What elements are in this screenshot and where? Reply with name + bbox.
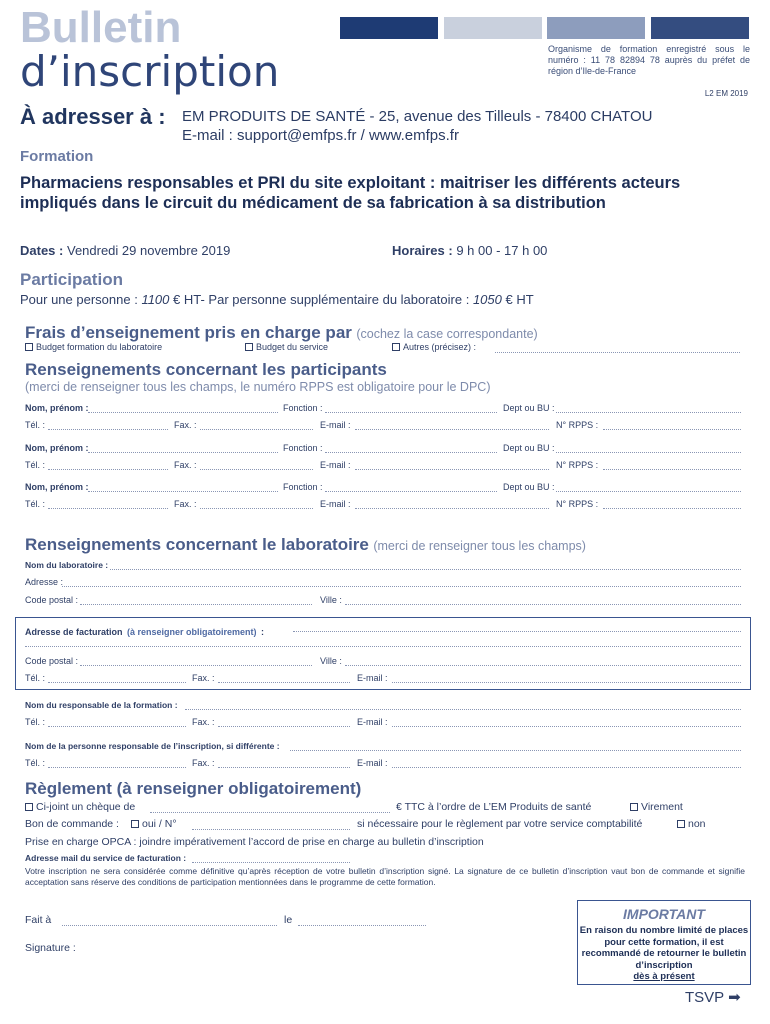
participant-fax-label: Fax. : xyxy=(174,420,197,430)
lab-address-field[interactable] xyxy=(62,586,741,587)
bon-suffix: si nécessaire pour le règlement par votre service comptabilité xyxy=(357,818,643,830)
lab-address-label: Adresse : xyxy=(25,577,64,587)
dates-value: Vendredi 29 novembre 2019 xyxy=(66,243,231,258)
reference-code: L2 EM 2019 xyxy=(704,89,748,98)
responsable-email-label: E-mail : xyxy=(357,717,388,727)
mail-facturation-field[interactable] xyxy=(192,862,350,863)
important-body: En raison du nombre limité de places pour cette formation, il est recommandé de retourner le bulletin d’inscription xyxy=(579,925,749,971)
participant-tel-field[interactable] xyxy=(48,469,168,470)
participant-fonction-field[interactable] xyxy=(325,452,497,453)
formation-heading: Formation xyxy=(20,148,94,165)
responsable-label: Nom du responsable de la formation : xyxy=(25,700,178,710)
address-line: EM PRODUITS DE SANTÉ - 25, avenue des Tilleuls - 78400 CHATOU xyxy=(182,108,653,125)
participant-fonction-label: Fonction : xyxy=(283,482,323,492)
participant-tel-label: Tél. : xyxy=(25,420,46,430)
color-bar-2 xyxy=(444,17,542,39)
responsable-fax-label: Fax. : xyxy=(192,717,215,727)
participant-tel-field[interactable] xyxy=(48,429,168,430)
participant-fonction-field[interactable] xyxy=(325,491,497,492)
participant-dept-field[interactable] xyxy=(556,412,741,413)
cheque-label: Ci-joint un chèque de xyxy=(36,801,136,813)
facturation-tel-field[interactable] xyxy=(48,682,186,683)
color-bar-4 xyxy=(651,17,749,39)
frais-heading-row xyxy=(25,323,538,343)
lab-city-field[interactable] xyxy=(345,604,741,605)
option-label: Budget du service xyxy=(256,342,329,352)
mail-facturation-label: Adresse mail du service de facturation : xyxy=(25,853,187,863)
participant-name-field[interactable] xyxy=(88,491,278,492)
option-autres[interactable] xyxy=(392,342,476,352)
hours-row xyxy=(392,243,547,258)
responsable-field[interactable] xyxy=(185,709,741,710)
option-label: Budget formation du laboratoire xyxy=(36,342,163,352)
lab-city-label: Ville : xyxy=(320,595,342,605)
lab-name-field[interactable] xyxy=(110,569,741,570)
checkbox[interactable] xyxy=(677,820,685,828)
participant-email-label: E-mail : xyxy=(320,460,351,470)
checkbox[interactable] xyxy=(25,803,33,811)
participant-rpps-label: N° RPPS : xyxy=(556,420,599,430)
facturation-email-label: E-mail : xyxy=(357,673,388,683)
frais-heading: Frais d’enseignement pris en charge par xyxy=(25,323,352,342)
bon-label: Bon de commande : xyxy=(25,818,119,830)
dates-label: Dates : xyxy=(20,243,64,258)
participant-name-label: Nom, prénom : xyxy=(25,443,89,453)
facturation-field-1[interactable] xyxy=(293,631,741,632)
hours-label: Horaires : xyxy=(392,243,453,258)
participant-tel-label: Tél. : xyxy=(25,460,46,470)
participant-rpps-field[interactable] xyxy=(603,508,741,509)
participants-note: (merci de renseigner tous les champs, le numéro RPPS est obligatoire pour le DPC) xyxy=(25,380,491,394)
participation-text-c: € HT xyxy=(505,292,534,307)
checkbox[interactable] xyxy=(245,343,253,351)
participant-rpps-field[interactable] xyxy=(603,469,741,470)
contact-line: E-mail : support@emfps.fr / www.emfps.fr xyxy=(182,127,459,144)
personne-label: Nom de la personne responsable de l’inscription, si différente : xyxy=(25,741,280,751)
checkbox[interactable] xyxy=(392,343,400,351)
option-budget-service[interactable] xyxy=(245,342,328,352)
option-budget-labo[interactable] xyxy=(25,342,162,352)
lab-name-label: Nom du laboratoire : xyxy=(25,560,109,570)
cheque-option[interactable] xyxy=(25,801,135,813)
facturation-fax-label: Fax. : xyxy=(192,673,215,683)
dates-row xyxy=(20,243,230,258)
personne-tel-label: Tél. : xyxy=(25,758,46,768)
participant-fax-label: Fax. : xyxy=(174,499,197,509)
participant-dept-field[interactable] xyxy=(556,452,741,453)
cheque-amount-field[interactable] xyxy=(150,812,390,813)
important-text xyxy=(577,925,751,983)
participant-email-label: E-mail : xyxy=(320,420,351,430)
participant-rpps-label: N° RPPS : xyxy=(556,460,599,470)
cheque-suffix: € TTC à l’ordre de L’EM Produits de santé xyxy=(396,801,592,813)
virement-option[interactable] xyxy=(630,801,683,813)
facturation-email-field[interactable] xyxy=(392,682,741,683)
responsable-fax-field[interactable] xyxy=(218,726,350,727)
legal-text: Votre inscription ne sera considérée comme définitive qu’après réception de votre bulletin d’inscription signé. La signature de ce bulletin d’inscription vaut bon de commande et signifie acceptation sans réserve des conditions de participation mentionnées dans le programme de cette formation. xyxy=(25,866,745,887)
personne-tel-field[interactable] xyxy=(48,767,186,768)
important-emphasis: dès à présent xyxy=(633,971,695,982)
opca-text: Prise en charge OPCA : joindre impérativement l’accord de prise en charge au bulletin d’inscription xyxy=(25,836,484,848)
laboratoire-heading: Renseignements concernant le laboratoire xyxy=(25,535,369,554)
title-inscription: d’inscription xyxy=(20,47,280,96)
facturation-colon: : xyxy=(260,627,264,637)
bon-oui-label: oui / N° xyxy=(142,818,177,830)
participant-fonction-field[interactable] xyxy=(325,412,497,413)
laboratoire-note: (merci de renseigner tous les champs) xyxy=(373,539,586,553)
participant-email-field[interactable] xyxy=(355,469,549,470)
participant-fax-field[interactable] xyxy=(200,469,313,470)
participant-name-field[interactable] xyxy=(88,452,278,453)
personne-field[interactable] xyxy=(290,750,741,751)
participation-text xyxy=(20,292,534,307)
participant-fax-field[interactable] xyxy=(200,429,313,430)
facturation-label-row xyxy=(25,622,264,640)
participant-email-label: E-mail : xyxy=(320,499,351,509)
autres-field[interactable] xyxy=(495,352,740,353)
participant-fax-label: Fax. : xyxy=(174,460,197,470)
participant-fax-field[interactable] xyxy=(200,508,313,509)
participant-name-field[interactable] xyxy=(88,412,278,413)
participant-dept-field[interactable] xyxy=(556,491,741,492)
price-additional: 1050 xyxy=(472,292,502,307)
bon-number-field[interactable] xyxy=(192,829,350,830)
participant-tel-field[interactable] xyxy=(48,508,168,509)
personne-fax-field[interactable] xyxy=(218,767,350,768)
color-bar-1 xyxy=(340,17,438,39)
formation-title: Pharmaciens responsables et PRI du site exploitant : maitriser les différents acteurs impliqués dans le circuit du médicament de sa fabrication à sa distribution xyxy=(20,174,681,212)
participation-text-a: Pour une personne : xyxy=(20,292,138,307)
facturation-note: (à renseigner obligatoirement) xyxy=(126,627,257,637)
participant-fonction-label: Fonction : xyxy=(283,443,323,453)
date-field[interactable] xyxy=(298,925,426,926)
participant-tel-label: Tél. : xyxy=(25,499,46,509)
participation-text-b: € HT- Par personne supplémentaire du laboratoire : xyxy=(173,292,470,307)
responsable-tel-label: Tél. : xyxy=(25,717,46,727)
lab-postal-field[interactable] xyxy=(80,604,312,605)
title-bulletin: Bulletin xyxy=(20,3,182,52)
price-single: 1100 xyxy=(141,292,170,307)
participant-dept-label: Dept ou BU : xyxy=(503,403,555,413)
participation-heading: Participation xyxy=(20,270,123,289)
fait-label: Fait à xyxy=(25,914,52,926)
participant-name-label: Nom, prénom : xyxy=(25,482,89,492)
participant-name-label: Nom, prénom : xyxy=(25,403,89,413)
bon-oui-option[interactable] xyxy=(131,818,177,830)
facturation-postal-field[interactable] xyxy=(80,665,312,666)
reglement-heading: Règlement (à renseigner obligatoirement) xyxy=(25,779,362,798)
participant-rpps-label: N° RPPS : xyxy=(556,499,599,509)
responsable-tel-field[interactable] xyxy=(48,726,186,727)
facturation-label: Adresse de facturation xyxy=(25,627,123,637)
facturation-field-2[interactable] xyxy=(25,646,741,647)
facturation-city-label: Ville : xyxy=(320,656,342,666)
bon-non-label: non xyxy=(688,818,706,830)
personne-email-field[interactable] xyxy=(392,767,741,768)
participant-email-field[interactable] xyxy=(355,508,549,509)
participant-email-field[interactable] xyxy=(355,429,549,430)
option-label: Autres (précisez) : xyxy=(403,342,477,352)
participant-dept-label: Dept ou BU : xyxy=(503,482,555,492)
fait-field[interactable] xyxy=(62,925,277,926)
le-label: le xyxy=(284,914,293,926)
facturation-tel-label: Tél. : xyxy=(25,673,46,683)
organisme-text: Organisme de formation enregistré sous le numéro : 11 78 82894 78 auprès du préfet de région d’Ile-de-France xyxy=(548,44,750,76)
participant-fonction-label: Fonction : xyxy=(283,403,323,413)
participant-rpps-field[interactable] xyxy=(603,429,741,430)
frais-note: (cochez la case correspondante) xyxy=(356,327,538,341)
checkbox[interactable] xyxy=(630,803,638,811)
signature-label: Signature : xyxy=(25,942,76,954)
lab-postal-label: Code postal : xyxy=(25,595,79,605)
facturation-city-field[interactable] xyxy=(345,665,741,666)
virement-label: Virement xyxy=(641,801,683,813)
facturation-postal-label: Code postal : xyxy=(25,656,79,666)
bon-non-option[interactable] xyxy=(677,818,706,830)
important-title: IMPORTANT xyxy=(623,906,705,922)
tsvp-label: TSVP ➡ xyxy=(685,989,741,1006)
personne-email-label: E-mail : xyxy=(357,758,388,768)
participant-dept-label: Dept ou BU : xyxy=(503,443,555,453)
address-label: À adresser à : xyxy=(20,104,166,129)
responsable-email-field[interactable] xyxy=(392,726,741,727)
laboratoire-heading-row xyxy=(25,535,586,555)
personne-fax-label: Fax. : xyxy=(192,758,215,768)
hours-value: 9 h 00 - 17 h 00 xyxy=(456,243,548,258)
color-bar-3 xyxy=(547,17,645,39)
checkbox[interactable] xyxy=(131,820,139,828)
checkbox[interactable] xyxy=(25,343,33,351)
participants-heading: Renseignements concernant les participants xyxy=(25,360,387,379)
facturation-fax-field[interactable] xyxy=(218,682,350,683)
